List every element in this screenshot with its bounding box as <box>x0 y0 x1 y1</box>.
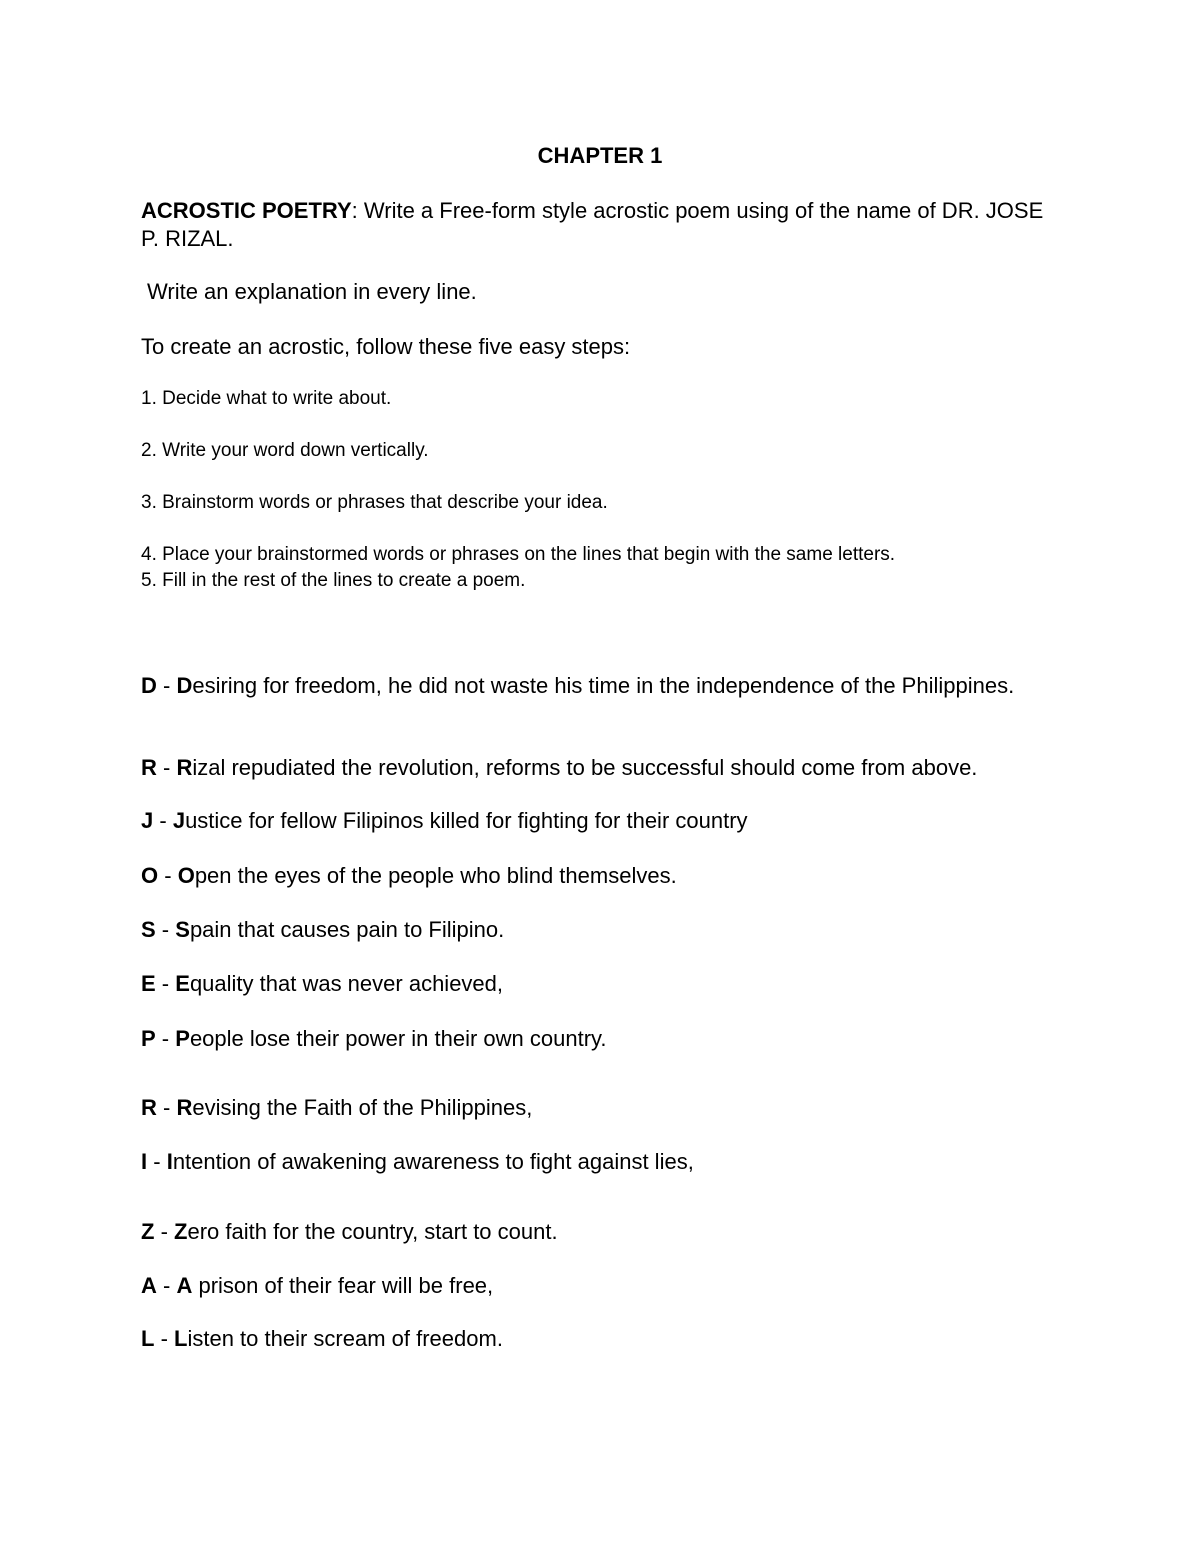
poem-text: ustice for fellow Filipinos killed for fighting for their country <box>185 808 748 833</box>
poem-text: ntention of awakening awareness to fight against lies, <box>172 1149 694 1174</box>
poem-first-letter: R <box>176 1095 193 1120</box>
poem-line <box>141 1148 1071 1176</box>
poem-separator: - <box>158 863 178 888</box>
step-item: 3. Brainstorm words or phrases that describe your idea. <box>141 492 608 513</box>
poem-line <box>141 862 1071 890</box>
poem-separator: - <box>153 808 173 833</box>
poem-first-letter: Z <box>174 1219 188 1244</box>
poem-letter: J <box>141 808 154 833</box>
explanation-note: Write an explanation in every line. <box>147 279 477 304</box>
poem-letter: R <box>141 1095 157 1120</box>
poem-text: izal repudiated the revolution, reforms to be successful should come from above. <box>192 755 978 780</box>
poem-first-letter: P <box>175 1026 190 1051</box>
poem-separator: - <box>156 673 177 698</box>
poem-first-letter: A <box>176 1273 193 1298</box>
poem-text: pen the eyes of the people who blind themselves. <box>194 863 677 888</box>
poem-first-letter: D <box>176 673 193 698</box>
poem-text: pain that causes pain to Filipino. <box>189 917 505 942</box>
poem-separator: - <box>155 1026 176 1051</box>
instruction-text: : Write a Free-form style acrostic poem using of the name of DR. JOSE P. RIZAL. <box>141 198 1044 251</box>
poem-separator: - <box>156 1095 177 1120</box>
step-item: 2. Write your word down vertically. <box>141 440 429 461</box>
step-item: 4. Place your brainstormed words or phrases on the lines that begin with the same letters. <box>141 544 896 565</box>
poem-text: eople lose their power in their own country. <box>189 1026 607 1051</box>
poem-first-letter: R <box>176 755 193 780</box>
poem-separator: - <box>154 1326 175 1351</box>
poem-first-letter: O <box>177 863 195 888</box>
poem-first-letter: J <box>172 808 186 833</box>
poem-text: quality that was never achieved, <box>189 971 504 996</box>
poem-first-letter: E <box>175 971 190 996</box>
poem-first-letter: L <box>174 1326 188 1351</box>
poem-separator: - <box>155 971 176 996</box>
poem-letter: Z <box>141 1219 155 1244</box>
poem-text: ero faith for the country, start to count. <box>187 1219 558 1244</box>
poem-line <box>141 807 1071 835</box>
poem-letter: L <box>141 1326 155 1351</box>
poem-letter: P <box>141 1026 156 1051</box>
poem-line <box>141 1325 1071 1353</box>
poem-first-letter: S <box>175 917 190 942</box>
poem-separator: - <box>156 1273 177 1298</box>
poem-separator: - <box>156 755 177 780</box>
poem-text: evising the Faith of the Philippines, <box>192 1095 533 1120</box>
poem-letter: D <box>141 673 157 698</box>
poem-letter: O <box>141 863 159 888</box>
poem-separator: - <box>154 1219 175 1244</box>
poem-line <box>141 1025 1071 1053</box>
poem-first-letter: I <box>166 1149 173 1174</box>
poem-line <box>141 970 1071 998</box>
poem-line <box>141 1218 1071 1246</box>
steps-intro: To create an acrostic, follow these five easy steps: <box>141 334 631 359</box>
poem-letter: A <box>141 1273 157 1298</box>
poem-line <box>141 672 1051 700</box>
poem-text: prison of their fear will be free, <box>192 1273 494 1298</box>
instruction-label: ACROSTIC POETRY <box>141 198 352 223</box>
poem-letter: E <box>141 971 156 996</box>
poem-letter: I <box>141 1149 148 1174</box>
poem-separator: - <box>155 917 176 942</box>
step-item: 1. Decide what to write about. <box>141 388 392 409</box>
poem-separator: - <box>147 1149 167 1174</box>
poem-line <box>141 1272 1071 1300</box>
poem-line <box>141 1094 1071 1122</box>
poem-line <box>141 754 1071 782</box>
page-title: CHAPTER 1 <box>537 143 663 168</box>
poem-letter: S <box>141 917 156 942</box>
poem-text: esiring for freedom, he did not waste his time in the independence of the Philippines. <box>192 673 1015 698</box>
poem-line <box>141 916 1071 944</box>
poem-text: isten to their scream of freedom. <box>187 1326 503 1351</box>
poem-letter: R <box>141 755 157 780</box>
step-item: 5. Fill in the rest of the lines to create a poem. <box>141 570 526 591</box>
instruction-paragraph <box>141 197 1051 253</box>
